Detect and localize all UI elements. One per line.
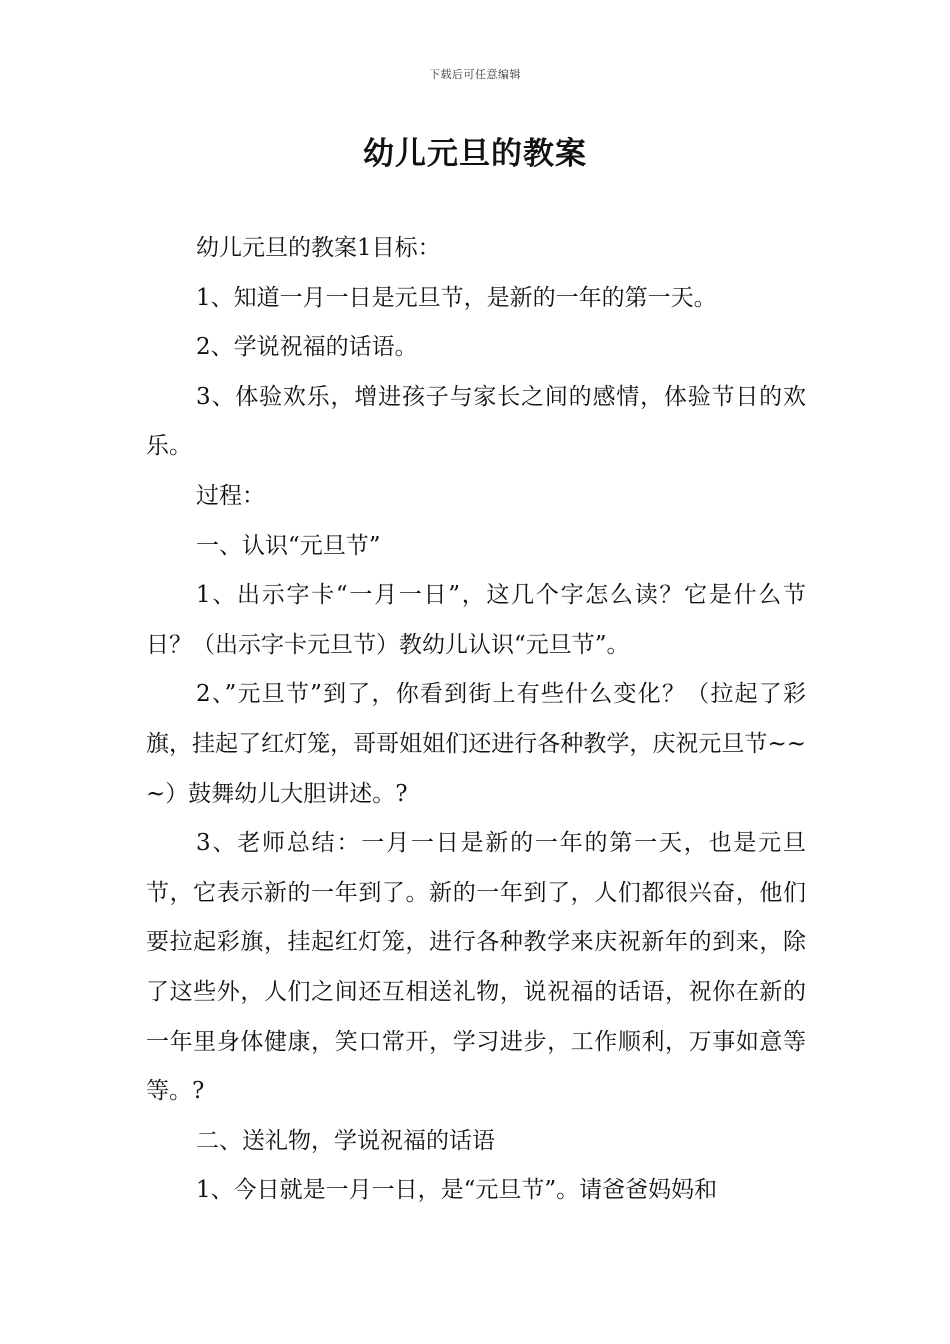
paragraph-intro-objectives: 幼儿元旦的教案1目标：	[196, 235, 441, 261]
paragraph-section-1-heading: 一、认识“元旦节”	[196, 532, 381, 559]
document-title: 幼儿元旦的教案	[363, 136, 587, 172]
paragraph-section-1-step-3: 3、老师总结：一月一日是新的一年的第一天，也是元旦节，它表示新的一年到了。新的一年到了，人们都很兴奋，他们要拉起彩旗，挂起红灯笼，进行各种教学来庆祝新年的到来，除了这些外，人们之间还互相送礼物，说祝福的话语，祝你在新的一年里身体健康，笑口常开，学习进步，工作顺利，万事如意等等。?	[146, 830, 806, 1105]
document-body	[146, 224, 806, 1216]
paragraph-section-1-step-2: 2、”元旦节”到了，你看到街上有些什么变化？（拉起了彩旗，挂起了红灯笼，哥哥姐姐们还进行各种教学，庆祝元旦节~~~）鼓舞幼儿大胆讲述。?	[146, 681, 806, 807]
paragraph-section-2-heading: 二、送礼物，学说祝福的话语	[196, 1127, 495, 1154]
header-note: 下载后可任意编辑	[429, 68, 521, 81]
paragraph-objective-3: 3、体验欢乐，增进孩子与家长之间的感情，体验节日的欢乐。	[146, 383, 806, 460]
paragraph-section-2-step-1: 1、今日就是一月一日，是“元旦节”。请爸爸妈妈和	[196, 1177, 718, 1204]
paragraph-process-heading: 过程：	[196, 482, 265, 509]
paragraph-objective-1: 1、知道一月一日是元旦节，是新的一年的第一天。	[196, 284, 717, 311]
paragraph-section-1-step-1: 1、出示字卡“一月一日”，这几个字怎么读？它是什么节日？（出示字卡元旦节）教幼儿认识“元旦节”。	[146, 582, 806, 658]
paragraph-objective-2: 2、学说祝福的话语。	[196, 334, 418, 361]
